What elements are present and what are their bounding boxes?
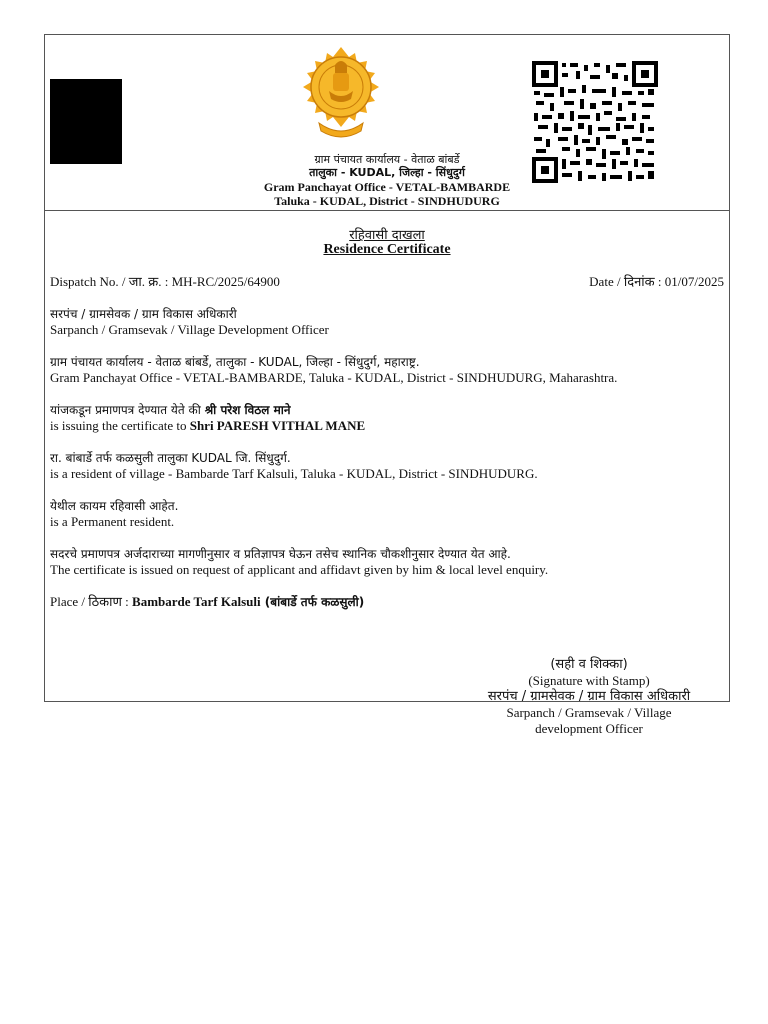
office-name-english: Gram Panchayat Office - VETAL-BAMBARDE [263, 180, 511, 194]
signature-english: (Signature with Stamp) [528, 673, 650, 688]
resident-english: is a resident of village - Bambarde Tarf Kalsuli, Taluka - KUDAL, District - SINDHUDURG. [50, 466, 538, 481]
issued-to-english [50, 418, 724, 434]
issued-to-marathi [50, 402, 724, 418]
taluka-district-marathi: तालुका - KUDAL, जिल्हा - सिंधुदुर्ग [309, 166, 465, 179]
resident-marathi: रा. बांबार्डे तर्फ कळसुली तालुका KUDAL जि. सिंधुदुर्ग. [50, 451, 291, 465]
permanent-marathi: येथील कायम रहिवासी आहेत. [50, 499, 179, 513]
office-full-marathi: ग्राम पंचायत कार्यालय - वेताळ बांबर्डे, तालुका - KUDAL, जिल्हा - सिंधुदुर्ग, महाराष्ट्र. [50, 355, 420, 369]
holder-name-english: Shri PARESH VITHAL MANE [189, 418, 366, 433]
applicant-photo-redacted [50, 79, 122, 164]
certificate-frame [44, 34, 730, 736]
issued-to-english-prefix: is issuing the certificate to [50, 418, 190, 433]
holder-name-marathi: श्री परेश विठल माने [204, 403, 291, 417]
dispatch-row [50, 274, 724, 290]
issued-to-marathi-prefix: यांजकडून प्रमाणपत्र देण्यात येते की [50, 403, 205, 417]
certificate-header [45, 35, 729, 211]
signatory-role-english-line1: Sarpanch / Gramsevak / Village [506, 705, 672, 720]
signatory-role-marathi: सरपंच / ग्रामसेवक / ग्राम विकास अधिकारी [487, 689, 691, 704]
dispatch-number: Dispatch No. / जा. क्र. : MH-RC/2025/64900 [50, 274, 280, 289]
issuer-english: Sarpanch / Gramsevak / Village Development Officer [50, 322, 329, 337]
office-name-marathi: ग्राम पंचायत कार्यालय - वेताळ बांबर्डे [314, 153, 460, 166]
signatory-role-english-line2: development Officer [535, 721, 643, 736]
taluka-district-english: Taluka - KUDAL, District - SINDHUDURG [274, 194, 500, 208]
place-row [50, 594, 724, 610]
place-value-marathi: (बांबार्डे तर्फ कळसुली) [260, 595, 365, 609]
issue-date: Date / दिनांक : 01/07/2025 [589, 274, 724, 289]
basis-marathi: सदरचे प्रमाणपत्र अर्जदाराच्या मागणीनुसार व प्रतिज्ञापत्र घेऊन तसेच स्थानिक चौकशीनुसार देण्यात येत आहे. [50, 547, 511, 561]
maharashtra-emblem-icon [295, 43, 387, 145]
signature-marathi: (सही व शिक्का) [550, 657, 628, 672]
title-english: Residence Certificate [323, 242, 451, 257]
office-full-english: Gram Panchayat Office - VETAL-BAMBARDE, Taluka - KUDAL, District - SINDHUDURG, Maharashtra. [50, 370, 618, 385]
permanent-english: is a Permanent resident. [50, 514, 175, 529]
basis-english: The certificate is issued on request of applicant and affidavt given by him & local level enquiry. [50, 562, 549, 577]
title-marathi: रहिवासी दाखला [349, 228, 425, 243]
place-value-english: Bambarde Tarf Kalsuli [132, 594, 261, 609]
place-label: Place / ठिकाण : [50, 594, 133, 609]
issuer-marathi: सरपंच / ग्रामसेवक / ग्राम विकास अधिकारी [50, 307, 237, 321]
